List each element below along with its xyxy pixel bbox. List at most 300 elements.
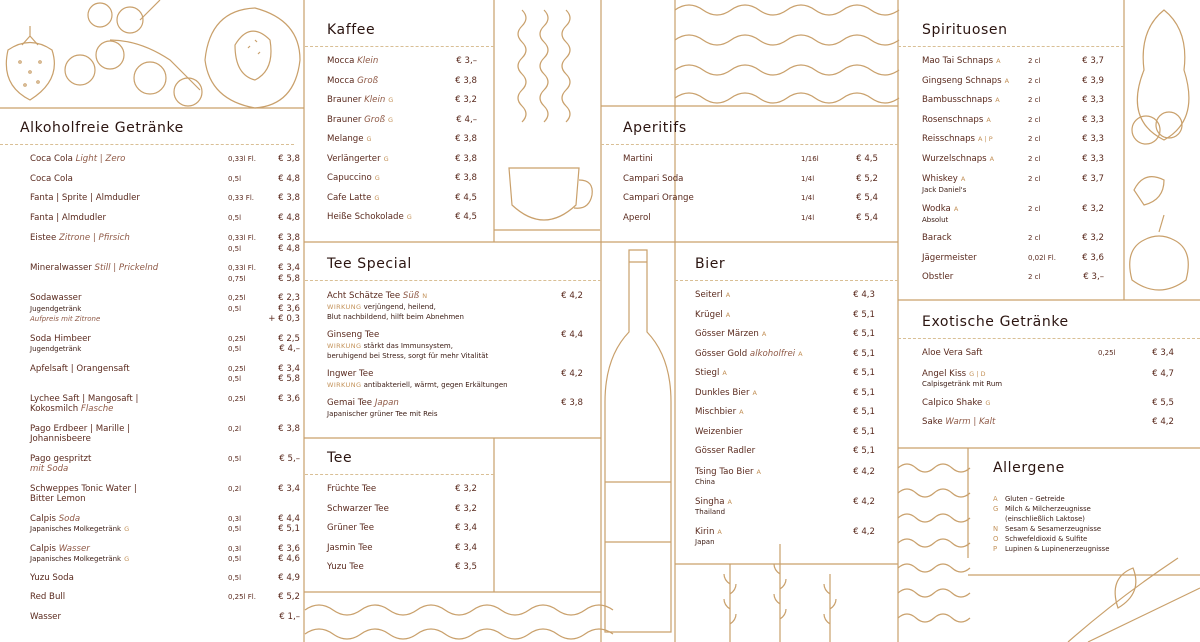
exotisch-item	[922, 364, 1200, 394]
teespecial-panel	[305, 256, 601, 434]
spirituosen-item-name: Wodka A Absolut	[922, 204, 959, 224]
aperitifs-item-name: Campari Orange	[623, 193, 694, 203]
teespecial-item-name: Ginseng Tee WIRKUNG stärkt das Immunsystem, beruhigend bei Stress, sorgt für mehr Vitalität	[327, 330, 489, 360]
alkoholfrei-item-volume: 0,3l 0,5l	[228, 544, 242, 563]
spirituosen-item	[922, 229, 1124, 249]
aperitifs-item-name: Martini	[623, 154, 653, 164]
kaffee-item	[327, 150, 494, 170]
kaffee-item-price: € 3,8	[455, 134, 477, 144]
kaffee-item-name: Mocca Klein	[327, 56, 379, 66]
teespecial-item-name: Acht Schätze Tee Süß N WIRKUNG verjüngend, heilend, Blut nachbildend, hilft beim Abnehmen	[327, 291, 464, 321]
spirituosen-item-name: Mao Tai Schnaps A	[922, 56, 1001, 66]
alkoholfrei-item-price: € 4,9	[278, 572, 300, 583]
alkoholfrei-item-name: Coca Cola	[30, 173, 73, 184]
alkoholfrei-item-sub: Jugendgetränk	[30, 345, 82, 353]
tee-title: Tee	[305, 450, 494, 475]
spirituosen-item-name: Whiskey A Jack Daniel's	[922, 174, 967, 194]
spirituosen-item	[922, 268, 1124, 288]
exotisch-item-name: Sake Warm | Kalt	[922, 417, 996, 427]
spirituosen-item	[922, 150, 1124, 170]
alkoholfrei-item	[30, 329, 300, 359]
allergen-code: P	[993, 545, 998, 553]
allergen-code: O	[993, 535, 999, 543]
bier-item	[695, 403, 898, 423]
alkoholfrei-item	[30, 588, 300, 608]
tee-item	[327, 539, 494, 559]
allergen-code: N	[993, 525, 999, 533]
alkoholfrei-item	[30, 449, 300, 479]
aperitifs-item-price: € 5,2	[856, 173, 878, 184]
alkoholfrei-item-volume: 0,2l	[228, 424, 242, 433]
alkoholfrei-item-name: Pago Erdbeer | Marille | Johannisbeere	[30, 423, 130, 444]
kaffee-item-price: € 3,–	[456, 56, 477, 66]
alkoholfrei-item-volume: 0,5l	[228, 454, 242, 463]
aperitifs-list	[601, 150, 898, 228]
bier-item	[695, 345, 898, 365]
alkoholfrei-item-variant: mit Soda	[30, 464, 69, 474]
spirituosen-item-name: Gingseng Schnaps A	[922, 75, 1010, 86]
tee-item	[327, 500, 494, 520]
spirituosen-item-name: Bambusschnaps A	[922, 95, 1000, 105]
kaffee-item-price: € 3,8	[455, 173, 477, 183]
aperitifs-item-volume: 1/16l	[801, 155, 819, 163]
bier-item-allergen: A	[756, 467, 761, 476]
allergen-text: Milch & Milcherzeugnisse	[1005, 505, 1091, 513]
spirituosen-item-price: € 3,3	[1082, 153, 1104, 164]
spirituosen-item	[922, 52, 1124, 72]
alkoholfrei-item-name: Schweppes Tonic Water | Bitter Lemon	[30, 483, 137, 504]
kaffee-item-allergen: G	[366, 135, 372, 143]
bier-item	[695, 364, 898, 384]
bier-item-price: € 4,2	[853, 526, 875, 537]
tee-item-price: € 3,4	[455, 542, 477, 553]
teespecial-item-price: € 4,2	[561, 369, 583, 379]
bier-item	[695, 442, 898, 462]
alkoholfrei-item-variant: Wasser	[58, 543, 90, 554]
spirituosen-item	[922, 169, 1124, 199]
alkoholfrei-item-price: € 2,5 € 4,–	[278, 333, 300, 354]
allergene-title: Allergene	[993, 460, 1065, 476]
exotisch-item-volume: 0,25l	[1098, 349, 1116, 357]
kaffee-item-name: Heiße Schokolade G	[327, 212, 412, 222]
aperitifs-panel	[601, 120, 898, 240]
spirituosen-item-name: Obstler	[922, 272, 954, 282]
bier-item-variant: alkoholfrei	[749, 348, 796, 359]
bier-item	[695, 384, 898, 404]
alkoholfrei-item	[30, 209, 300, 229]
spirituosen-item-allergen: A	[986, 115, 991, 124]
spirituosen-item-name: Wurzelschnaps A	[922, 153, 995, 164]
spirituosen-item	[922, 91, 1124, 111]
bier-item-name: Krügel A	[695, 309, 731, 320]
spirituosen-item-price: € 3,2	[1082, 204, 1104, 214]
alkoholfrei-item-volume: 0,25l 0,5l	[228, 294, 246, 313]
kaffee-item-name: Brauner Groß G	[327, 114, 394, 125]
alkoholfrei-item-name: Mineralwasser Still | Prickelnd	[30, 263, 159, 273]
exotisch-item-price: € 3,4	[1152, 348, 1174, 358]
kaffee-item-allergen: G	[406, 213, 412, 221]
teespecial-list	[305, 286, 601, 423]
bier-item	[695, 325, 898, 345]
alkoholfrei-item-name: Yuzu Soda	[30, 572, 74, 583]
allergene-list	[968, 494, 1128, 554]
allergen-row	[993, 494, 1128, 504]
alkoholfrei-item	[30, 608, 300, 628]
teespecial-item-wirkung: WIRKUNG	[327, 380, 362, 389]
alkoholfrei-item	[30, 288, 300, 329]
bier-item	[695, 306, 898, 326]
teespecial-item-desc: WIRKUNG antibakteriell, wärmt, gegen Erkältungen	[327, 380, 508, 389]
kaffee-item	[327, 72, 494, 92]
spirituosen-item	[922, 111, 1124, 131]
kaffee-item-price: € 3,8	[455, 153, 477, 164]
kaffee-item-allergen: G	[374, 174, 380, 182]
bier-item-name: Tsing Tao Bier A China	[695, 466, 761, 486]
allergen-row	[993, 534, 1128, 544]
spirituosen-item-volume: 2 cl	[1028, 57, 1041, 65]
alkoholfrei-item-price: € 1,–	[279, 611, 300, 622]
tee-item	[327, 480, 494, 500]
bier-item-allergen: A	[752, 388, 757, 397]
kaffee-item	[327, 111, 494, 131]
kaffee-item-variant: Klein	[364, 95, 386, 105]
exotisch-title: Exotische Getränke	[898, 314, 1200, 339]
spirituosen-item-name: Barack	[922, 233, 952, 243]
alkoholfrei-item	[30, 569, 300, 589]
kaffee-item	[327, 52, 494, 72]
alkoholfrei-item-volume: 0,5l	[228, 573, 242, 582]
alkoholfrei-item-price: € 5,–	[279, 453, 300, 464]
alkoholfrei-item-volume: 0,33l Fl. 0,75l	[228, 264, 256, 283]
bier-title: Bier	[675, 256, 898, 281]
alkoholfrei-item	[30, 228, 300, 258]
kaffee-item-variant: Klein	[357, 56, 379, 66]
alkoholfrei-item-price: € 4,8	[278, 212, 300, 223]
kaffee-item-allergen: G	[388, 115, 394, 124]
alkoholfrei-item-name: Calpis Wasser Japanisches Molkegetränk G	[30, 543, 130, 563]
bier-item	[695, 522, 898, 552]
alkoholfrei-item	[30, 150, 300, 170]
alkoholfrei-item-price: € 3,8	[278, 193, 300, 203]
teespecial-item	[327, 286, 601, 325]
bier-item-price: € 4,2	[853, 496, 875, 507]
exotisch-item-price: € 4,2	[1152, 417, 1174, 427]
allergen-code: A	[993, 495, 998, 503]
kaffee-item	[327, 91, 494, 111]
bier-item-allergen: A	[717, 527, 722, 536]
kaffee-panel	[305, 22, 494, 238]
teespecial-item	[327, 393, 601, 423]
bier-item-name: Gösser Gold alkoholfrei A	[695, 348, 803, 359]
alkoholfrei-list	[10, 150, 300, 627]
allergen-text: Lupinen & Lupinenerzeugnisse	[1005, 545, 1110, 553]
spirituosen-item	[922, 130, 1124, 150]
aperitifs-item	[623, 150, 898, 170]
alkoholfrei-item-variant: Still | Prickelnd	[94, 263, 159, 273]
spirituosen-item-sub: Jack Daniel's	[922, 185, 967, 194]
alkoholfrei-item-sub: Jugendgetränk	[30, 304, 82, 313]
alkoholfrei-item-name: Wasser	[30, 611, 61, 622]
bier-item-name: Gösser Märzen A	[695, 329, 767, 339]
kaffee-item-allergen: G	[388, 96, 394, 104]
teespecial-item-price: € 3,8	[561, 398, 583, 408]
spirituosen-item-allergen: A	[1004, 76, 1010, 85]
spirituosen-item-sub: Absolut	[922, 215, 949, 224]
aperitifs-item-name: Campari Soda	[623, 173, 684, 184]
alkoholfrei-item-volume: 0,33l Fl. 0,5l	[228, 234, 256, 253]
bier-list	[675, 286, 898, 552]
bier-item-allergen: A	[727, 497, 732, 506]
spirituosen-item-name: Jägermeister	[922, 252, 977, 263]
alkoholfrei-item	[30, 189, 300, 209]
kaffee-item-variant: Groß	[364, 114, 386, 125]
bier-item-name: Gösser Radler	[695, 446, 756, 456]
alkoholfrei-item-price: € 3,8 € 4,8	[278, 233, 300, 254]
alkoholfrei-panel	[10, 120, 300, 635]
alkoholfrei-item-volume: 0,25l Fl.	[228, 593, 256, 601]
kaffee-item	[327, 130, 494, 150]
alkoholfrei-item-volume: 0,3l 0,5l	[228, 514, 242, 533]
teespecial-item-wirkung: WIRKUNG	[327, 341, 362, 350]
spirituosen-item-volume: 2 cl	[1028, 154, 1041, 163]
tee-item-name: Früchte Tee	[327, 484, 377, 494]
alkoholfrei-item	[30, 170, 300, 190]
bier-item-price: € 5,1	[853, 387, 875, 398]
aperitifs-item	[623, 209, 898, 229]
exotisch-list	[898, 344, 1200, 433]
spirituosen-item-allergen: A	[960, 175, 966, 183]
aperitifs-item-price: € 4,5	[856, 154, 878, 164]
alkoholfrei-item-volume: 0,25l	[228, 394, 246, 403]
spirituosen-panel	[898, 22, 1124, 298]
tee-item-price: € 3,5	[455, 562, 477, 572]
tee-item-price: € 3,2	[455, 503, 477, 514]
alkoholfrei-item-name: Soda Himbeer Jugendgetränk	[30, 333, 91, 353]
spirituosen-item-allergen: A	[989, 154, 995, 163]
teespecial-item-desc2: Japanischer grüner Tee mit Reis	[327, 409, 438, 418]
alkoholfrei-item-price: € 3,4	[278, 483, 300, 494]
allergen-code: G	[993, 505, 999, 513]
teespecial-item-name: Gemai Tee Japan Japanischer grüner Tee mit Reis	[327, 398, 438, 418]
teespecial-item-desc2: beruhigend bei Stress, sorgt für mehr Vitalität	[327, 352, 489, 360]
alkoholfrei-item	[30, 539, 300, 569]
spirituosen-item-volume: 2 cl	[1028, 175, 1041, 183]
bier-item	[695, 286, 898, 306]
allergen-row	[993, 504, 1128, 514]
alkoholfrei-item-name: Fanta | Sprite | Almdudler	[30, 193, 140, 203]
aperitifs-title: Aperitifs	[601, 120, 898, 145]
alkoholfrei-item-volume: 0,33 Fl.	[228, 194, 255, 202]
alkoholfrei-item-volume: 0,25l 0,5l	[228, 334, 246, 353]
teespecial-item-wirkung: WIRKUNG	[327, 302, 362, 311]
alkoholfrei-item-price: € 4,8	[278, 173, 300, 184]
alkoholfrei-item	[30, 479, 300, 509]
bier-item-name: Stiegl A	[695, 368, 727, 378]
spirituosen-item-volume: 2 cl	[1028, 205, 1041, 213]
teespecial-item-name: Ingwer Tee WIRKUNG antibakteriell, wärmt, gegen Erkältungen	[327, 369, 508, 389]
alkoholfrei-item-price: € 4,4 € 5,1	[278, 513, 300, 534]
alkoholfrei-item-price: € 3,8	[278, 423, 300, 434]
kaffee-item-name: Cafe Latte G	[327, 192, 380, 203]
exotisch-item-allergen: G | D	[969, 369, 986, 378]
exotisch-item-name: Calpico Shake G	[922, 397, 991, 408]
alkoholfrei-item-volume: 0,5l	[228, 213, 242, 222]
bier-item-price: € 4,2	[853, 466, 875, 477]
teespecial-item-desc: WIRKUNG stärkt das Immunsystem,	[327, 341, 453, 350]
teespecial-item-variant: Süß	[402, 291, 420, 301]
alkoholfrei-item	[30, 419, 300, 449]
spirituosen-item	[922, 199, 1124, 229]
kaffee-item-price: € 4,5	[455, 192, 477, 203]
bier-item	[695, 423, 898, 443]
bier-item	[695, 462, 898, 492]
kaffee-item-price: € 4,–	[456, 114, 477, 125]
alkoholfrei-item-variant: Zitrone | Pfirsich	[58, 233, 130, 243]
alkoholfrei-item	[30, 509, 300, 539]
exotisch-item-sub: Calpisgetränk mit Rum	[922, 380, 1003, 388]
bier-item-allergen: A	[798, 349, 803, 358]
allergen-text: Sesam & Sesamerzeugnisse	[1005, 525, 1102, 533]
spirituosen-item-volume: 0,02l Fl.	[1028, 253, 1056, 262]
alkoholfrei-item	[30, 389, 300, 419]
spirituosen-item-name: Rosenschnaps A	[922, 114, 991, 125]
spirituosen-item-volume: 2 cl	[1028, 234, 1041, 242]
tee-list	[305, 480, 494, 578]
teespecial-item-price: € 4,2	[561, 291, 583, 301]
exotisch-item-variant: Warm | Kalt	[945, 417, 996, 427]
bier-item-price: € 4,3	[853, 290, 875, 300]
spirituosen-item-price: € 3,9	[1082, 75, 1104, 86]
tee-item-name: Yuzu Tee	[327, 562, 364, 572]
bier-item-price: € 5,1	[853, 368, 875, 378]
tee-item-price: € 3,4	[455, 523, 477, 533]
tee-item-name: Jasmin Tee	[327, 542, 373, 553]
spirituosen-item-volume: 2 cl	[1028, 135, 1041, 143]
aperitifs-item-name: Aperol	[623, 212, 651, 223]
alkoholfrei-item-price: € 3,6 € 4,6	[278, 543, 300, 564]
bier-item-price: € 5,1	[853, 348, 875, 359]
aperitifs-item	[623, 189, 898, 209]
alkoholfrei-item	[30, 258, 300, 288]
kaffee-item-name: Brauner Klein G	[327, 95, 394, 105]
allergene-panel	[968, 460, 1128, 560]
exotisch-item	[922, 394, 1200, 414]
spirituosen-item-price: € 3,3	[1082, 95, 1104, 105]
alkoholfrei-item-surcharge	[30, 315, 100, 323]
tee-item-name: Grüner Tee	[327, 523, 375, 533]
alkoholfrei-item-variant: Soda	[58, 513, 81, 524]
kaffee-item	[327, 189, 494, 209]
spirituosen-item	[922, 249, 1124, 269]
exotisch-item	[922, 344, 1200, 364]
aperitifs-item	[623, 170, 898, 190]
exotisch-item-price: € 4,7	[1152, 368, 1174, 379]
spirituosen-item	[922, 72, 1124, 92]
teespecial-item-allergen: N	[422, 292, 428, 300]
alkoholfrei-item-name: Pago gespritzt mit Soda	[30, 453, 92, 474]
bier-panel	[675, 256, 898, 562]
bier-item-allergen: A	[722, 369, 727, 377]
teespecial-item-variant: Japan	[374, 398, 399, 408]
alkoholfrei-item-name: Calpis Soda Japanisches Molkegetränk G	[30, 513, 130, 533]
exotisch-item-name: Angel Kiss G | D Calpisgetränk mit Rum	[922, 368, 1003, 388]
aperitifs-item-volume: 1/4l	[801, 213, 815, 222]
alkoholfrei-item-volume: 0,2l	[228, 484, 242, 493]
spirituosen-item-allergen: A	[995, 96, 1000, 104]
teespecial-title: Tee Special	[305, 256, 601, 281]
bier-item-price: € 5,1	[853, 426, 875, 437]
spirituosen-item-allergen: A	[996, 57, 1001, 65]
spirituosen-item-price: € 3,7	[1082, 174, 1104, 184]
bier-item-sub: China	[695, 478, 715, 486]
alkoholfrei-item-price: € 3,6	[278, 393, 300, 404]
spirituosen-title: Spirituosen	[898, 22, 1124, 47]
kaffee-item-name: Mocca Groß	[327, 75, 378, 86]
bier-item	[695, 492, 898, 522]
kaffee-item-price: € 3,2	[455, 95, 477, 105]
alkoholfrei-item-surcharge-text: Aufpreis mit Zitrone	[30, 315, 101, 323]
kaffee-item-allergen: G	[374, 193, 380, 202]
aperitifs-item-price: € 5,4	[856, 193, 878, 203]
alkoholfrei-item-name: Eistee Zitrone | Pfirsich	[30, 233, 130, 243]
spirituosen-list	[898, 52, 1124, 288]
allergen-row	[993, 544, 1128, 554]
spirituosen-item-volume: 2 cl	[1028, 115, 1041, 124]
bier-item-sub: Thailand	[695, 508, 726, 516]
kaffee-item-name: Capuccino G	[327, 173, 380, 183]
bier-item-price: € 5,1	[853, 446, 875, 456]
bier-item-price: € 5,1	[853, 309, 875, 320]
alkoholfrei-item-name: Lychee Saft | Mangosaft | Kokosmilch Flasche	[30, 393, 139, 414]
alkoholfrei-item-sub-allergen: G	[124, 555, 130, 563]
tee-panel	[305, 450, 494, 590]
teespecial-item	[327, 364, 601, 393]
bier-item-allergen: A	[761, 330, 767, 338]
spirituosen-item-price: € 3,3	[1082, 114, 1104, 125]
allergen-row	[993, 524, 1128, 534]
exotisch-item-name: Aloe Vera Saft	[922, 348, 983, 358]
tee-item	[327, 519, 494, 539]
spirituosen-item-price: € 3,–	[1083, 272, 1104, 282]
alkoholfrei-item-price: € 2,3 € 3,6 + € 0,3	[268, 293, 300, 324]
bier-item-name: Dunkles Bier A	[695, 387, 757, 398]
teespecial-item-desc2: Blut nachbildend, hilft beim Abnehmen	[327, 313, 464, 321]
tee-item	[327, 558, 494, 578]
alkoholfrei-item-price: € 5,2	[278, 592, 300, 602]
alkoholfrei-item-volume: 0,25l 0,5l	[228, 364, 246, 383]
bier-item-allergen: A	[725, 310, 731, 319]
spirituosen-item-price: € 3,6	[1082, 252, 1104, 263]
bier-item-price: € 5,1	[853, 407, 875, 417]
bier-item-name: Singha A Thailand	[695, 496, 732, 516]
alkoholfrei-item-name: Red Bull	[30, 592, 66, 602]
tee-item-price: € 3,2	[455, 484, 477, 494]
teespecial-item-desc: WIRKUNG verjüngend, heilend,	[327, 302, 436, 311]
kaffee-item-price: € 4,5	[455, 212, 477, 222]
kaffee-item-variant: Groß	[357, 75, 378, 86]
spirituosen-item-allergen: A | P	[978, 135, 993, 143]
exotisch-item-price: € 5,5	[1152, 397, 1174, 408]
bier-item-allergen: A	[725, 291, 731, 299]
spirituosen-item-price: € 3,3	[1082, 134, 1104, 144]
bier-item-name: Mischbier A	[695, 407, 744, 417]
alkoholfrei-item-sub: Japanisches Molkegetränk G	[30, 525, 130, 533]
alkoholfrei-item-sub-allergen: G	[124, 525, 130, 533]
alkoholfrei-item-name: Sodawasser Jugendgetränk Aufpreis mit Zitrone	[30, 293, 101, 323]
spirituosen-item-volume: 2 cl	[1028, 96, 1041, 104]
alkoholfrei-item-variant: Light | Zero	[75, 154, 126, 164]
spirituosen-item-allergen: A	[953, 205, 959, 213]
